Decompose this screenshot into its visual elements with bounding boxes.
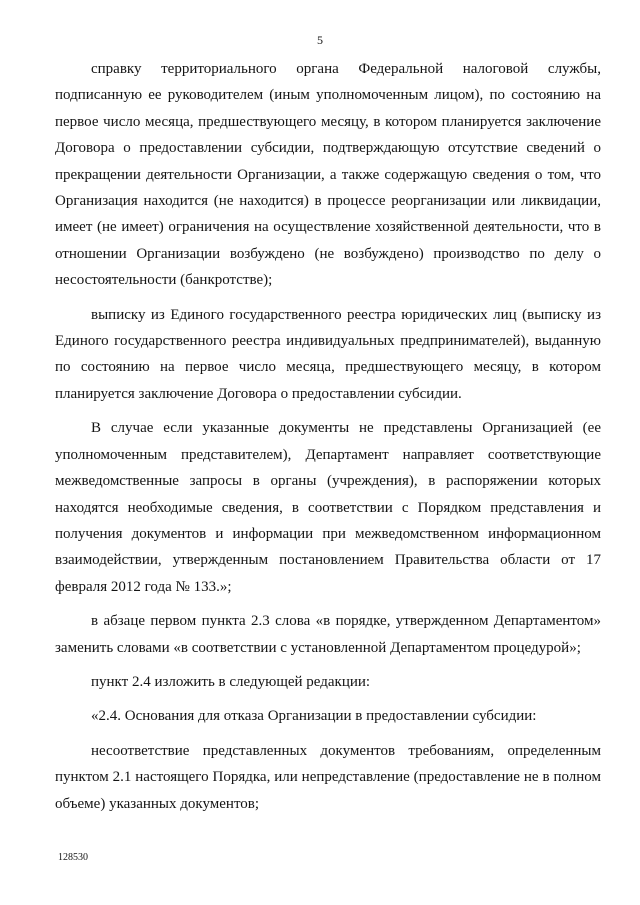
paragraph-clause-2-3-amendment: в абзаце первом пункта 2.3 слова «в порядке, утвержденном Департаментом» заменить словами «в соответствии с установленной Департаментом процедурой»;: [55, 613, 601, 656]
document-code: 128530: [58, 852, 88, 863]
paragraph-clause-2-4-heading: «2.4. Основания для отказа Организации в предоставлении субсидии:: [91, 708, 537, 725]
document-body: [55, 56, 601, 817]
paragraph-interagency-requests: В случае если указанные документы не представлены Организацией (ее уполномоченным представителем), Департамент направляет соответствующие межведомственные запросы в органы (учреждения), в распоряжении которых находятся необходимые сведения, в соответствии с Порядком представления и получения документов и информации при межведомственном информационном взаимодействии, утвержденным постановлением Правительства области от 17 февраля 2012 года № 133.»;: [55, 420, 601, 595]
paragraph-refusal-ground-1: несоответствие представленных документов требованиям, определенным пунктом 2.1 настоящего Порядка, или непредставление (предоставление не в полном объеме) указанных документов;: [55, 742, 601, 812]
paragraph-registry-extract: выписку из Единого государственного реестра юридических лиц (выписку из Единого государственного реестра индивидуальных предпринимателей), выданную по состоянию на первое число месяца, предшествующего месяцу, в котором планируется заключение Договора о предоставлении субсидии.: [55, 306, 601, 402]
page-number: 5: [317, 33, 323, 47]
paragraph-clause-2-4-intro: пункт 2.4 изложить в следующей редакции:: [91, 673, 371, 690]
paragraph-tax-certificate: справку территориального органа Федеральной налоговой службы, подписанную ее руководителем (иным уполномоченным лицом), по состоянию на первое число месяца, предшествующего месяцу, в котором планируется заключение Договора о предоставлении субсидии, подтверждающую отсутствие сведений о прекращении деятельности Организации, а также содержащую сведения о том, что Организация находится (не находится) в процессе реорганизации или ликвидации, имеет (не имеет) ограничения на осуществление хозяйственной деятельности, что в отношении Организации возбуждено (не возбуждено) производство по делу о несостоятельности (банкротстве);: [55, 61, 601, 289]
